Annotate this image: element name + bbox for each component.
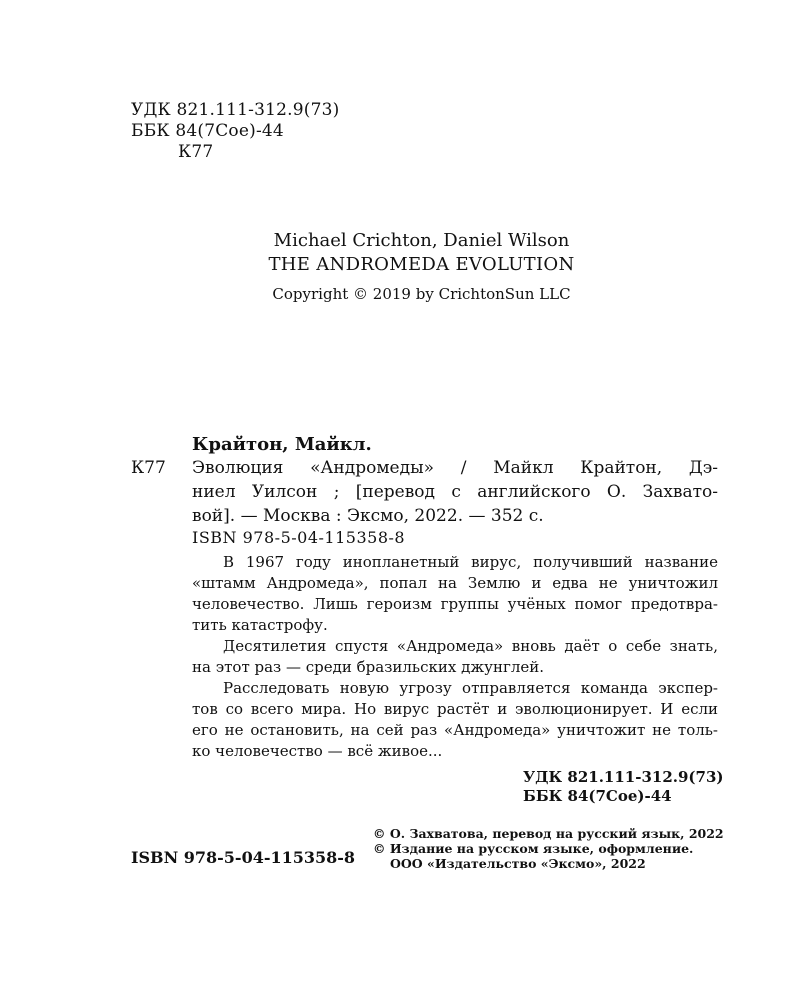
original-copyright: Copyright © 2019 by CrichtonSun LLC (272, 285, 571, 303)
annotation (192, 552, 718, 762)
record-author: Крайтон, Майкл. (192, 434, 372, 455)
annotation-line: на этот раз — среди бразильских джунглей. (192, 658, 544, 676)
udk-code: УДК 821.111-312.9(73) (131, 100, 340, 120)
annotation-line: В 1967 году инопланетный вирус, получивший название (223, 553, 718, 571)
annotation-line: тить катастрофу. (192, 616, 328, 634)
annotation-line: тов со всего мира. Но вирус растёт и эволюционирует. И если (192, 700, 718, 718)
original-authors: Michael Crichton, Daniel Wilson (273, 230, 570, 251)
record-description (192, 456, 718, 528)
annotation-line: человечество. Лишь героизм группы учёных помог предотвра- (192, 595, 718, 613)
annotation-line: его не остановить, на сей раз «Андромеда» уничтожит не толь- (192, 721, 718, 739)
bbk-code: ББК 84(7Сое)-44 (131, 121, 284, 141)
udk-code-bottom: УДК 821.111-312.9(73) (523, 768, 724, 786)
record-author-mark: К77 (131, 458, 166, 478)
author-mark: К77 (178, 142, 214, 162)
record-description-line: Эволюция «Андромеды» / Майкл Крайтон, Дэ- (192, 458, 718, 478)
record-isbn: ISBN 978-5-04-115358-8 (192, 528, 406, 547)
annotation-line: Расследовать новую угрозу отправляется команда экспер- (223, 679, 718, 697)
annotation-line: Десятилетия спустя «Андромеда» вновь даёт о себе знать, (223, 637, 718, 655)
record-description-line: вой]. — Москва : Эксмо, 2022. — 352 с. (192, 506, 544, 526)
bbk-code-bottom: ББК 84(7Сое)-44 (523, 787, 672, 805)
rights-edition: © Издание на русском языке, оформление. (373, 841, 694, 856)
isbn-bottom: ISBN 978-5-04-115358-8 (131, 848, 356, 867)
annotation-line: ко человечество — всё живое... (192, 742, 443, 760)
record-description-line: ниел Уилсон ; [перевод с английского О. Захвато- (192, 482, 718, 502)
rights-publisher: ООО «Издательство «Эксмо», 2022 (390, 856, 646, 871)
original-title: THE ANDROMEDA EVOLUTION (268, 254, 575, 275)
rights-translation: © О. Захватова, перевод на русский язык, 2022 (373, 826, 724, 841)
annotation-line: «штамм Андромеда», попал на Землю и едва не уничтожил (192, 574, 718, 592)
